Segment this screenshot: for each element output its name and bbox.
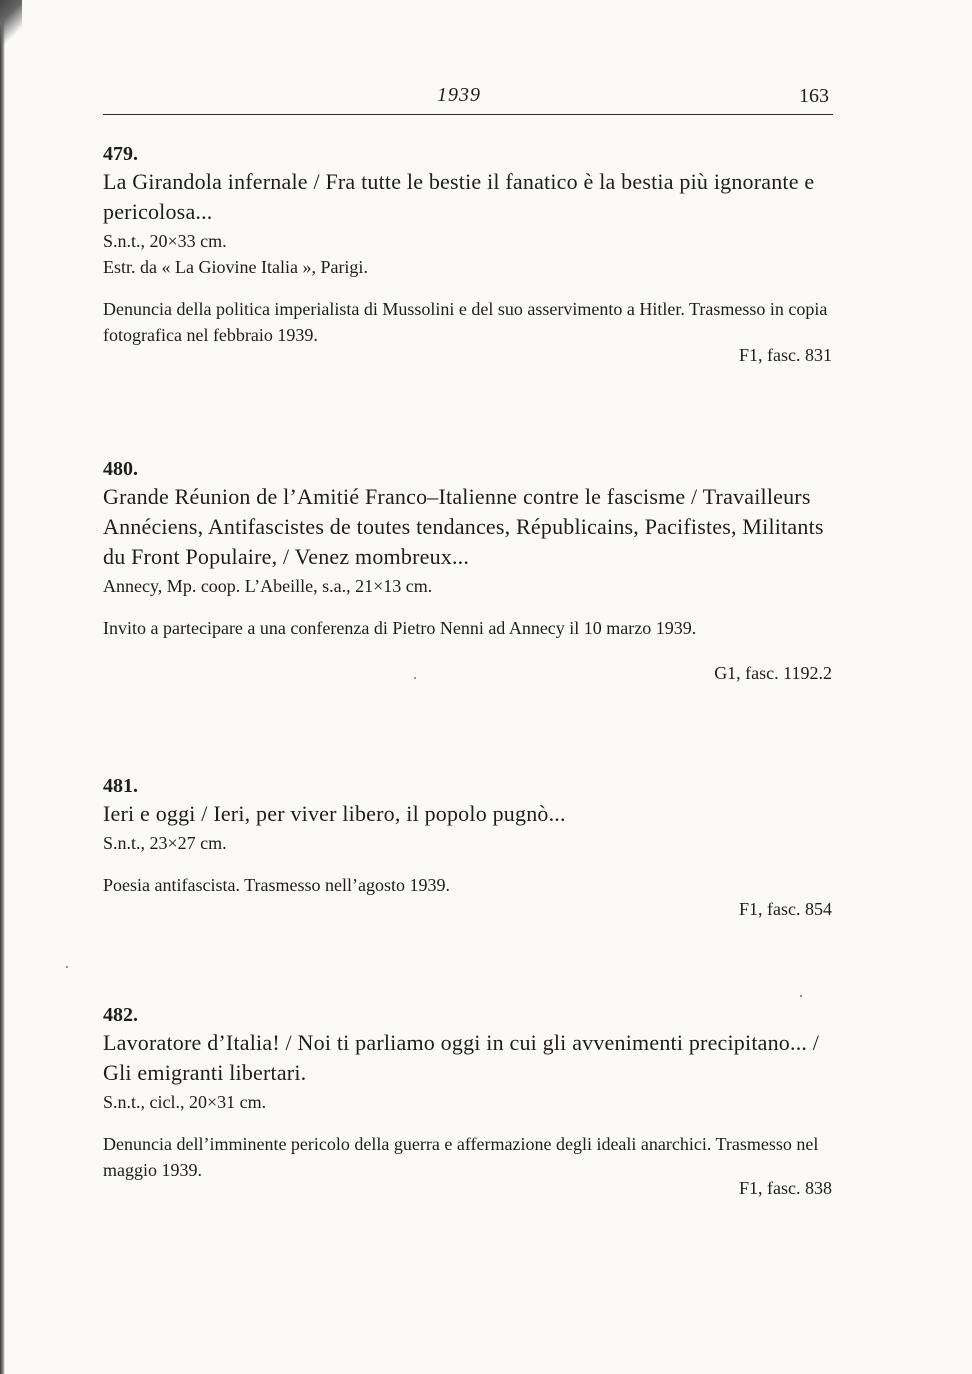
- entry-shelfmark: F1, fasc. 854: [739, 899, 832, 919]
- entry-title: Grande Réunion de l’Amitié Franco–Italienne contre le fascisme / Travailleurs Annéciens, Antifascistes de toutes tendances, Républicains, Pacifistes, Militants du Front Populaire, / Venez mombreux...: [103, 484, 824, 569]
- entry-number: 480.: [103, 458, 138, 480]
- scan-speck: [414, 677, 416, 679]
- running-header: [103, 84, 832, 114]
- entry-title: La Girandola infernale / Fra tutte le bestie il fanatico è la bestia più ignorante e pericolosa...: [103, 169, 815, 224]
- catalog-entry-482: [103, 1003, 835, 1198]
- entry-shelfmark: G1, fasc. 1192.2: [714, 663, 832, 683]
- entry-title: Lavoratore d’Italia! / Noi ti parliamo oggi in cui gli avvenimenti precipitano... / Gli emigranti libertari.: [103, 1030, 820, 1085]
- entry-extract-note: Estr. da « La Giovine Italia », Parigi.: [103, 257, 368, 277]
- scan-speck: [800, 995, 802, 997]
- entry-imprint: S.n.t., cicl., 20×31 cm.: [103, 1092, 267, 1112]
- header-rule: [103, 114, 833, 115]
- entry-imprint: S.n.t., 23×27 cm.: [103, 833, 227, 853]
- corner-shadow: [0, 0, 22, 45]
- entry-description: Poesia antifascista. Trasmesso nell’agosto 1939.: [103, 875, 450, 895]
- entry-number: 481.: [103, 775, 138, 797]
- scan-speck: [66, 966, 68, 968]
- running-title: 1939: [437, 84, 481, 106]
- page-spine-shadow: [0, 0, 5, 1374]
- entry-number: 482.: [103, 1004, 138, 1026]
- page-number: 163: [799, 85, 829, 107]
- entry-imprint: S.n.t., 20×33 cm.: [103, 231, 227, 251]
- catalog-entry-479: [103, 142, 835, 365]
- entry-title: Ieri e oggi / Ieri, per viver libero, il popolo pugnò...: [103, 801, 566, 826]
- entry-description: Denuncia dell’imminente pericolo della guerra e affermazione degli ideali anarchici. Trasmesso nel maggio 1939.: [103, 1134, 819, 1180]
- catalog-entry-480: [103, 457, 835, 683]
- entry-description: Invito a partecipare a una conferenza di Pietro Nenni ad Annecy il 10 marzo 1939.: [103, 618, 697, 638]
- entry-imprint: Annecy, Mp. coop. L’Abeille, s.a., 21×13 cm.: [103, 576, 433, 596]
- entry-description: Denuncia della politica imperialista di Mussolini e del suo asservimento a Hitler. Trasmesso in copia fotografica nel febbraio 1939.: [103, 299, 828, 345]
- entry-shelfmark: F1, fasc. 838: [739, 1178, 832, 1198]
- entry-number: 479.: [103, 143, 138, 165]
- catalog-entry-481: [103, 774, 835, 919]
- entry-shelfmark: F1, fasc. 831: [739, 345, 832, 365]
